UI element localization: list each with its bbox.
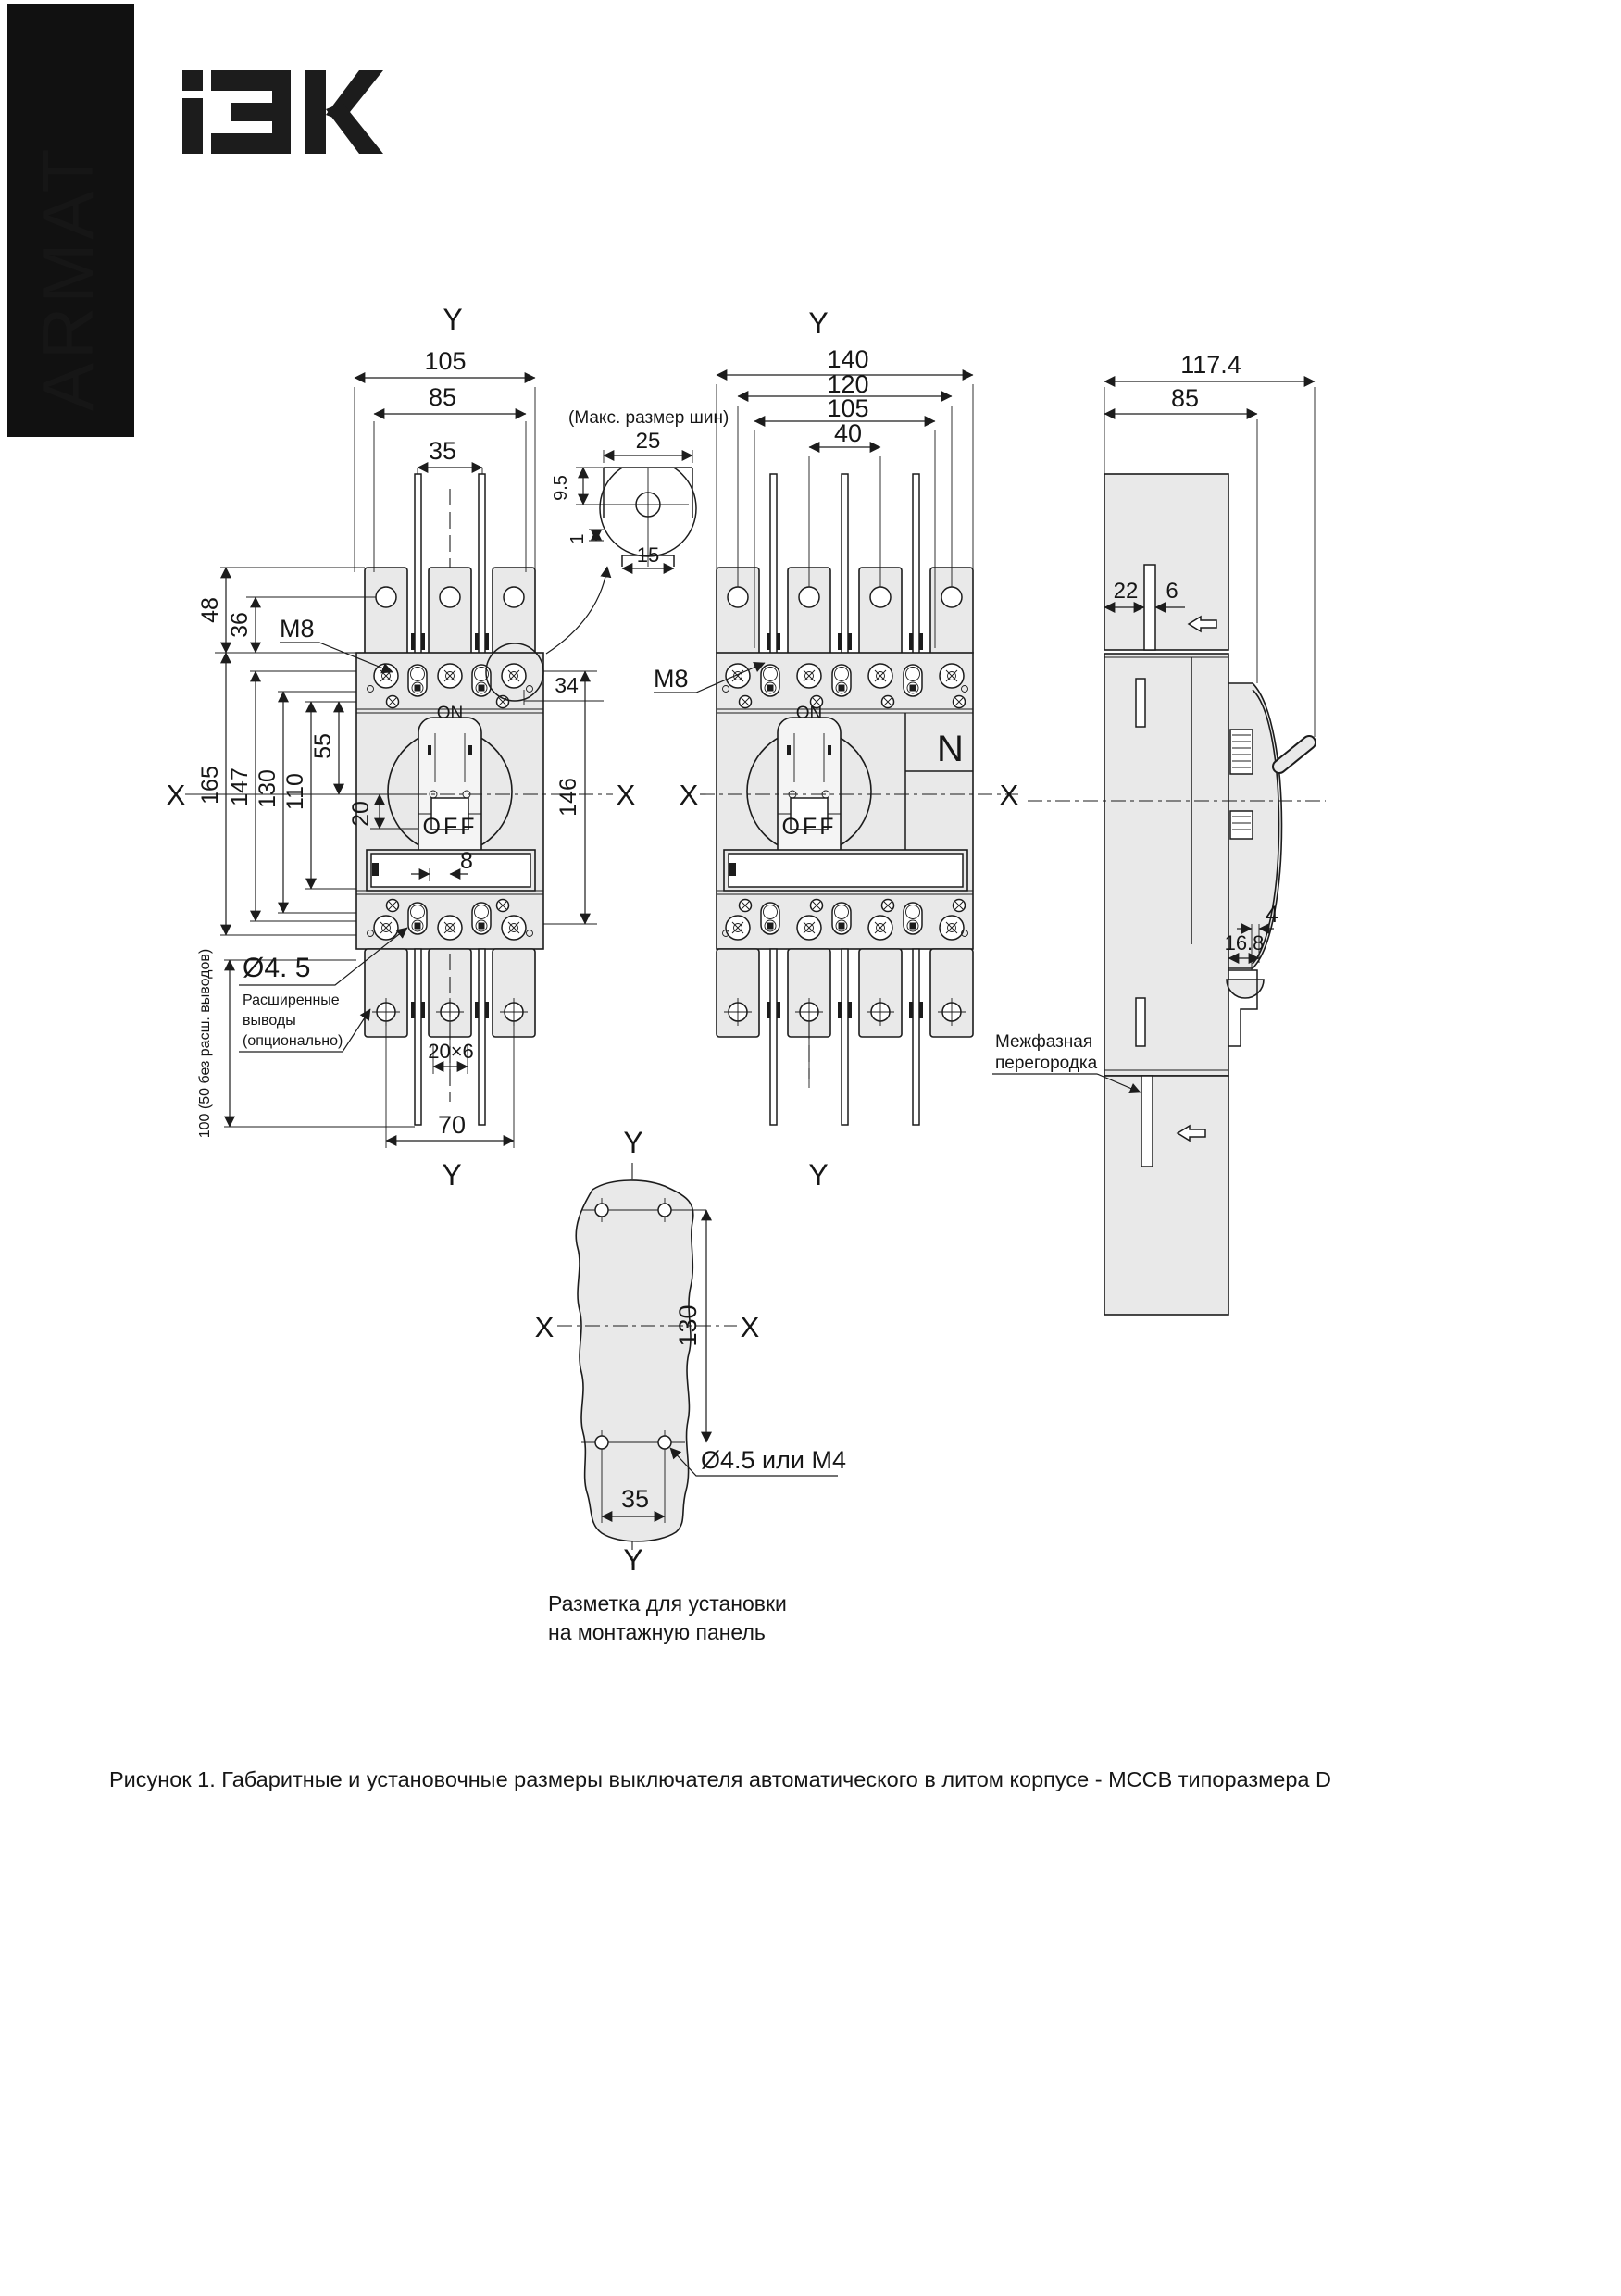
view1-dim-20x6: 20×6	[428, 1040, 474, 1063]
busbar-dim-1: 1	[567, 533, 588, 544]
mounting-template	[535, 1126, 846, 1644]
busbar-dim-25: 25	[635, 429, 661, 454]
view2-n-label: N	[937, 729, 964, 769]
armat-label: ARMAT	[27, 144, 108, 411]
view1-y-top: Y	[443, 303, 463, 336]
view1-off-label: OFF	[422, 814, 478, 840]
busbar-note: (Макс. размер шин)	[568, 408, 729, 428]
view1-dia-label: Ø4. 5	[243, 953, 311, 983]
front-view-4p	[717, 474, 973, 1125]
view2-dim-120: 120	[827, 370, 869, 398]
view2-dim-140: 140	[827, 345, 869, 373]
template-note-line1: Разметка для установки	[548, 1591, 787, 1616]
side-dim-85: 85	[1170, 384, 1200, 412]
view1-on-label: ON	[436, 704, 464, 723]
view1-dim-105: 105	[424, 347, 467, 375]
side-dim-117: 117.4	[1180, 351, 1241, 379]
template-dim-130: 130	[674, 1304, 702, 1347]
template-y-bottom: Y	[623, 1543, 643, 1577]
template-dim-35: 35	[620, 1485, 650, 1513]
view1-ext-line2: выводы	[243, 1013, 296, 1029]
view1-dim-8: 8	[460, 848, 473, 874]
view1-dim-35: 35	[428, 437, 457, 465]
view1-m8-label: M8	[280, 615, 315, 643]
view1-ext-line1: Расширенные	[243, 992, 340, 1008]
view1-ext-line3: (опционально)	[243, 1033, 343, 1049]
view2-dim-40: 40	[833, 419, 863, 447]
view2-dim-105: 105	[827, 394, 869, 422]
template-x-left: X	[534, 1311, 555, 1343]
template-y-top: Y	[623, 1126, 643, 1159]
view1-dim-146: 146	[555, 778, 581, 817]
template-note-line2: на монтажную панель	[548, 1620, 766, 1644]
view1-x-right: X	[616, 779, 636, 811]
side-dim-4: 4	[1266, 902, 1278, 928]
view2-off-label: OFF	[781, 814, 837, 840]
view1-x-left: X	[166, 779, 186, 811]
template-x-right: X	[740, 1311, 760, 1343]
view1-dim-110: 110	[282, 773, 308, 810]
armat-sidebar	[7, 4, 134, 437]
view1-dim-36: 36	[227, 612, 253, 638]
view2-on-label: ON	[795, 704, 823, 723]
side-barrier-line2: перегородка	[995, 1054, 1098, 1073]
view2-x-right: X	[999, 779, 1019, 811]
view1-dim-147: 147	[227, 767, 253, 806]
side-dim-6: 6	[1166, 579, 1178, 604]
figure-caption: Рисунок 1. Габаритные и установочные размеры выключателя автоматического в литом корпусе - MCCB типоразмера D	[109, 1767, 1331, 1791]
template-dia-label: Ø4.5 или М4	[701, 1446, 846, 1474]
view1-dim-48: 48	[197, 597, 223, 623]
side-dim-168: 16.8	[1224, 931, 1265, 955]
view1-dim-85: 85	[428, 383, 457, 411]
view1-dim-34: 34	[555, 673, 579, 697]
view2-m8-label: M8	[654, 665, 689, 693]
view1-dim-55: 55	[310, 733, 336, 759]
view1-y-bottom: Y	[442, 1158, 462, 1192]
view1-dim-165: 165	[197, 766, 223, 805]
side-dim-22: 22	[1113, 579, 1139, 604]
view2-x-left: X	[679, 779, 699, 811]
busbar-dim-15: 15	[636, 543, 660, 567]
side-view	[992, 351, 1326, 1315]
view2-y-bottom: Y	[808, 1158, 829, 1192]
view1-dim-100: 100 (50 без расш. выводов)	[197, 948, 213, 1139]
iek-logo	[182, 70, 383, 154]
view1-dim-70: 70	[437, 1111, 467, 1139]
side-barrier-line1: Межфазная	[995, 1032, 1093, 1052]
view1-dim-130: 130	[255, 769, 281, 808]
view2-y-top: Y	[808, 306, 829, 340]
busbar-dim-95: 9.5	[551, 475, 571, 501]
view1-dim-20: 20	[348, 801, 374, 827]
